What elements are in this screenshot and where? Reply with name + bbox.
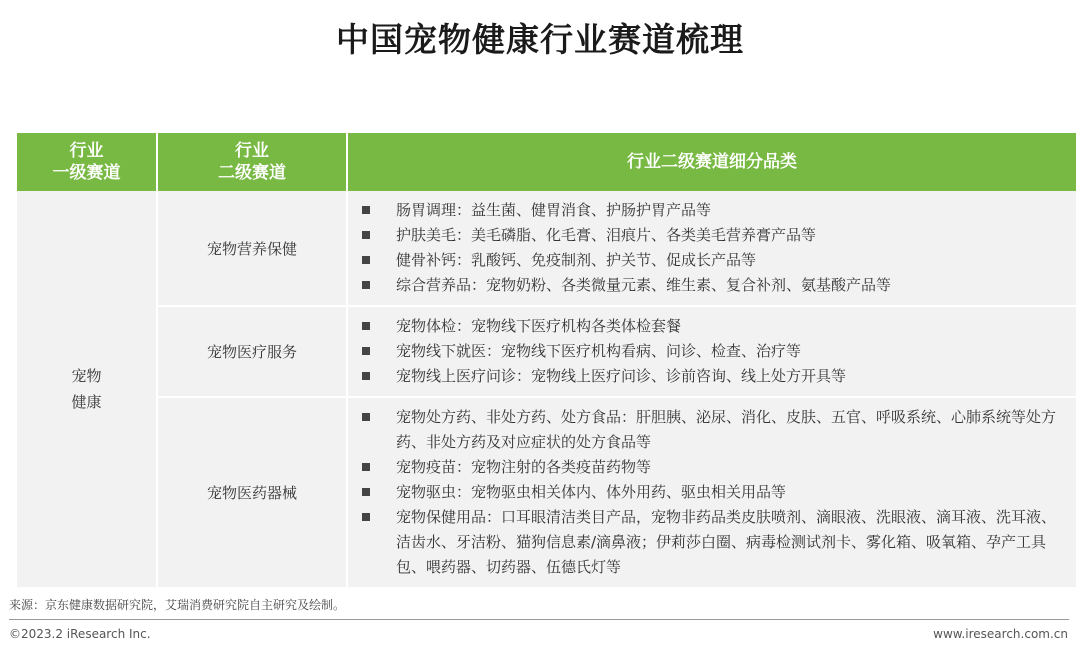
black-square-icon [362, 372, 370, 380]
header-level2-line2: 二级赛道 [218, 163, 286, 183]
list-item-text: 健骨补钙：乳酸钙、免疫制剂、护关节、促成长产品等 [396, 251, 757, 269]
bullet-list [362, 198, 1068, 298]
segment-table [17, 133, 1076, 589]
list-item-text: 宠物处方药、非处方药、处方食品：肝胆胰、泌尿、消化、皮肤、五官、呼吸系统、心肺系统等处方药、非处方药及对应症状的处方食品等 [396, 408, 1057, 451]
level2-cell-medical-service: 宠物医疗服务 [157, 306, 347, 397]
black-square-icon [362, 413, 370, 421]
table-row [17, 397, 1076, 588]
list-item-text: 肠胃调理：益生菌、健胃消食、护肠护胃产品等 [396, 201, 712, 219]
source-note: 来源：京东健康数据研究院，艾瑞消费研究院自主研究及绘制。 [9, 598, 346, 612]
level2-cell-pharma-equipment: 宠物医药器械 [157, 397, 347, 588]
list-item-text: 宠物疫苗：宠物注射的各类疫苗药物等 [396, 458, 652, 476]
list-item [362, 405, 1068, 455]
level2-cell-nutrition: 宠物营养保健 [157, 191, 347, 306]
footer-divider [9, 619, 1069, 620]
list-item [362, 273, 1068, 298]
level1-cell [17, 191, 157, 588]
list-item-text: 护肤美毛：美毛磷脂、化毛膏、泪痕片、各类美毛营养膏产品等 [396, 226, 817, 244]
black-square-icon [362, 347, 370, 355]
list-item-text: 宠物驱虫：宠物驱虫相关体内、体外用药、驱虫相关用品等 [396, 483, 787, 501]
copyright: ©2023.2 iResearch Inc. [9, 627, 151, 641]
black-square-icon [362, 322, 370, 330]
page-title: 中国宠物健康行业赛道梳理 [336, 20, 744, 59]
list-item [362, 314, 1068, 339]
black-square-icon [362, 488, 370, 496]
website-link[interactable]: www.iresearch.com.cn [933, 627, 1068, 641]
header-level1-line1: 行业 [69, 141, 104, 161]
black-square-icon [362, 281, 370, 289]
list-item-text: 综合营养品：宠物奶粉、各类微量元素、维生素、复合补剂、氨基酸产品等 [396, 276, 892, 294]
list-item [362, 480, 1068, 505]
items-cell-nutrition [347, 191, 1076, 306]
list-item [362, 505, 1068, 580]
items-cell-medical-service [347, 306, 1076, 397]
level1-line2: 健康 [71, 393, 102, 411]
list-item [362, 339, 1068, 364]
black-square-icon [362, 206, 370, 214]
header-level2-line1: 行业 [235, 141, 269, 161]
black-square-icon [362, 513, 370, 521]
table-row [17, 191, 1076, 306]
items-cell-pharma-equipment [347, 397, 1076, 588]
list-item-text: 宠物体检：宠物线下医疗机构各类体检套餐 [396, 317, 682, 335]
header-subcategories: 行业二级赛道细分品类 [347, 133, 1076, 191]
list-item [362, 364, 1068, 389]
black-square-icon [362, 256, 370, 264]
list-item [362, 455, 1068, 480]
black-square-icon [362, 231, 370, 239]
header-level1 [17, 133, 157, 191]
level1-line1: 宠物 [71, 367, 102, 385]
table-header-row [17, 133, 1076, 191]
list-item [362, 248, 1068, 273]
black-square-icon [362, 463, 370, 471]
header-level1-line2: 一级赛道 [52, 163, 121, 183]
list-item-text: 宠物线上医疗问诊：宠物线上医疗问诊、诊前咨询、线上处方开具等 [396, 367, 847, 385]
list-item-text: 宠物保健用品：口耳眼清洁类目产品，宠物非药品类皮肤喷剂、滴眼液、洗眼液、滴耳液、洗耳液、洁齿水、牙洁粉、猫狗信息素/滴鼻液；伊莉莎白圈、病毒检测试剂卡、雾化箱、吸氧箱、孕产工具包、喂药器、切药器、伍德氏灯等 [396, 508, 1057, 576]
bullet-list [362, 405, 1068, 580]
list-item [362, 198, 1068, 223]
list-item [362, 223, 1068, 248]
table-row [17, 306, 1076, 397]
list-item-text: 宠物线下就医：宠物线下医疗机构看病、问诊、检查、治疗等 [396, 342, 802, 360]
bullet-list [362, 314, 1068, 389]
header-level2 [157, 133, 347, 191]
